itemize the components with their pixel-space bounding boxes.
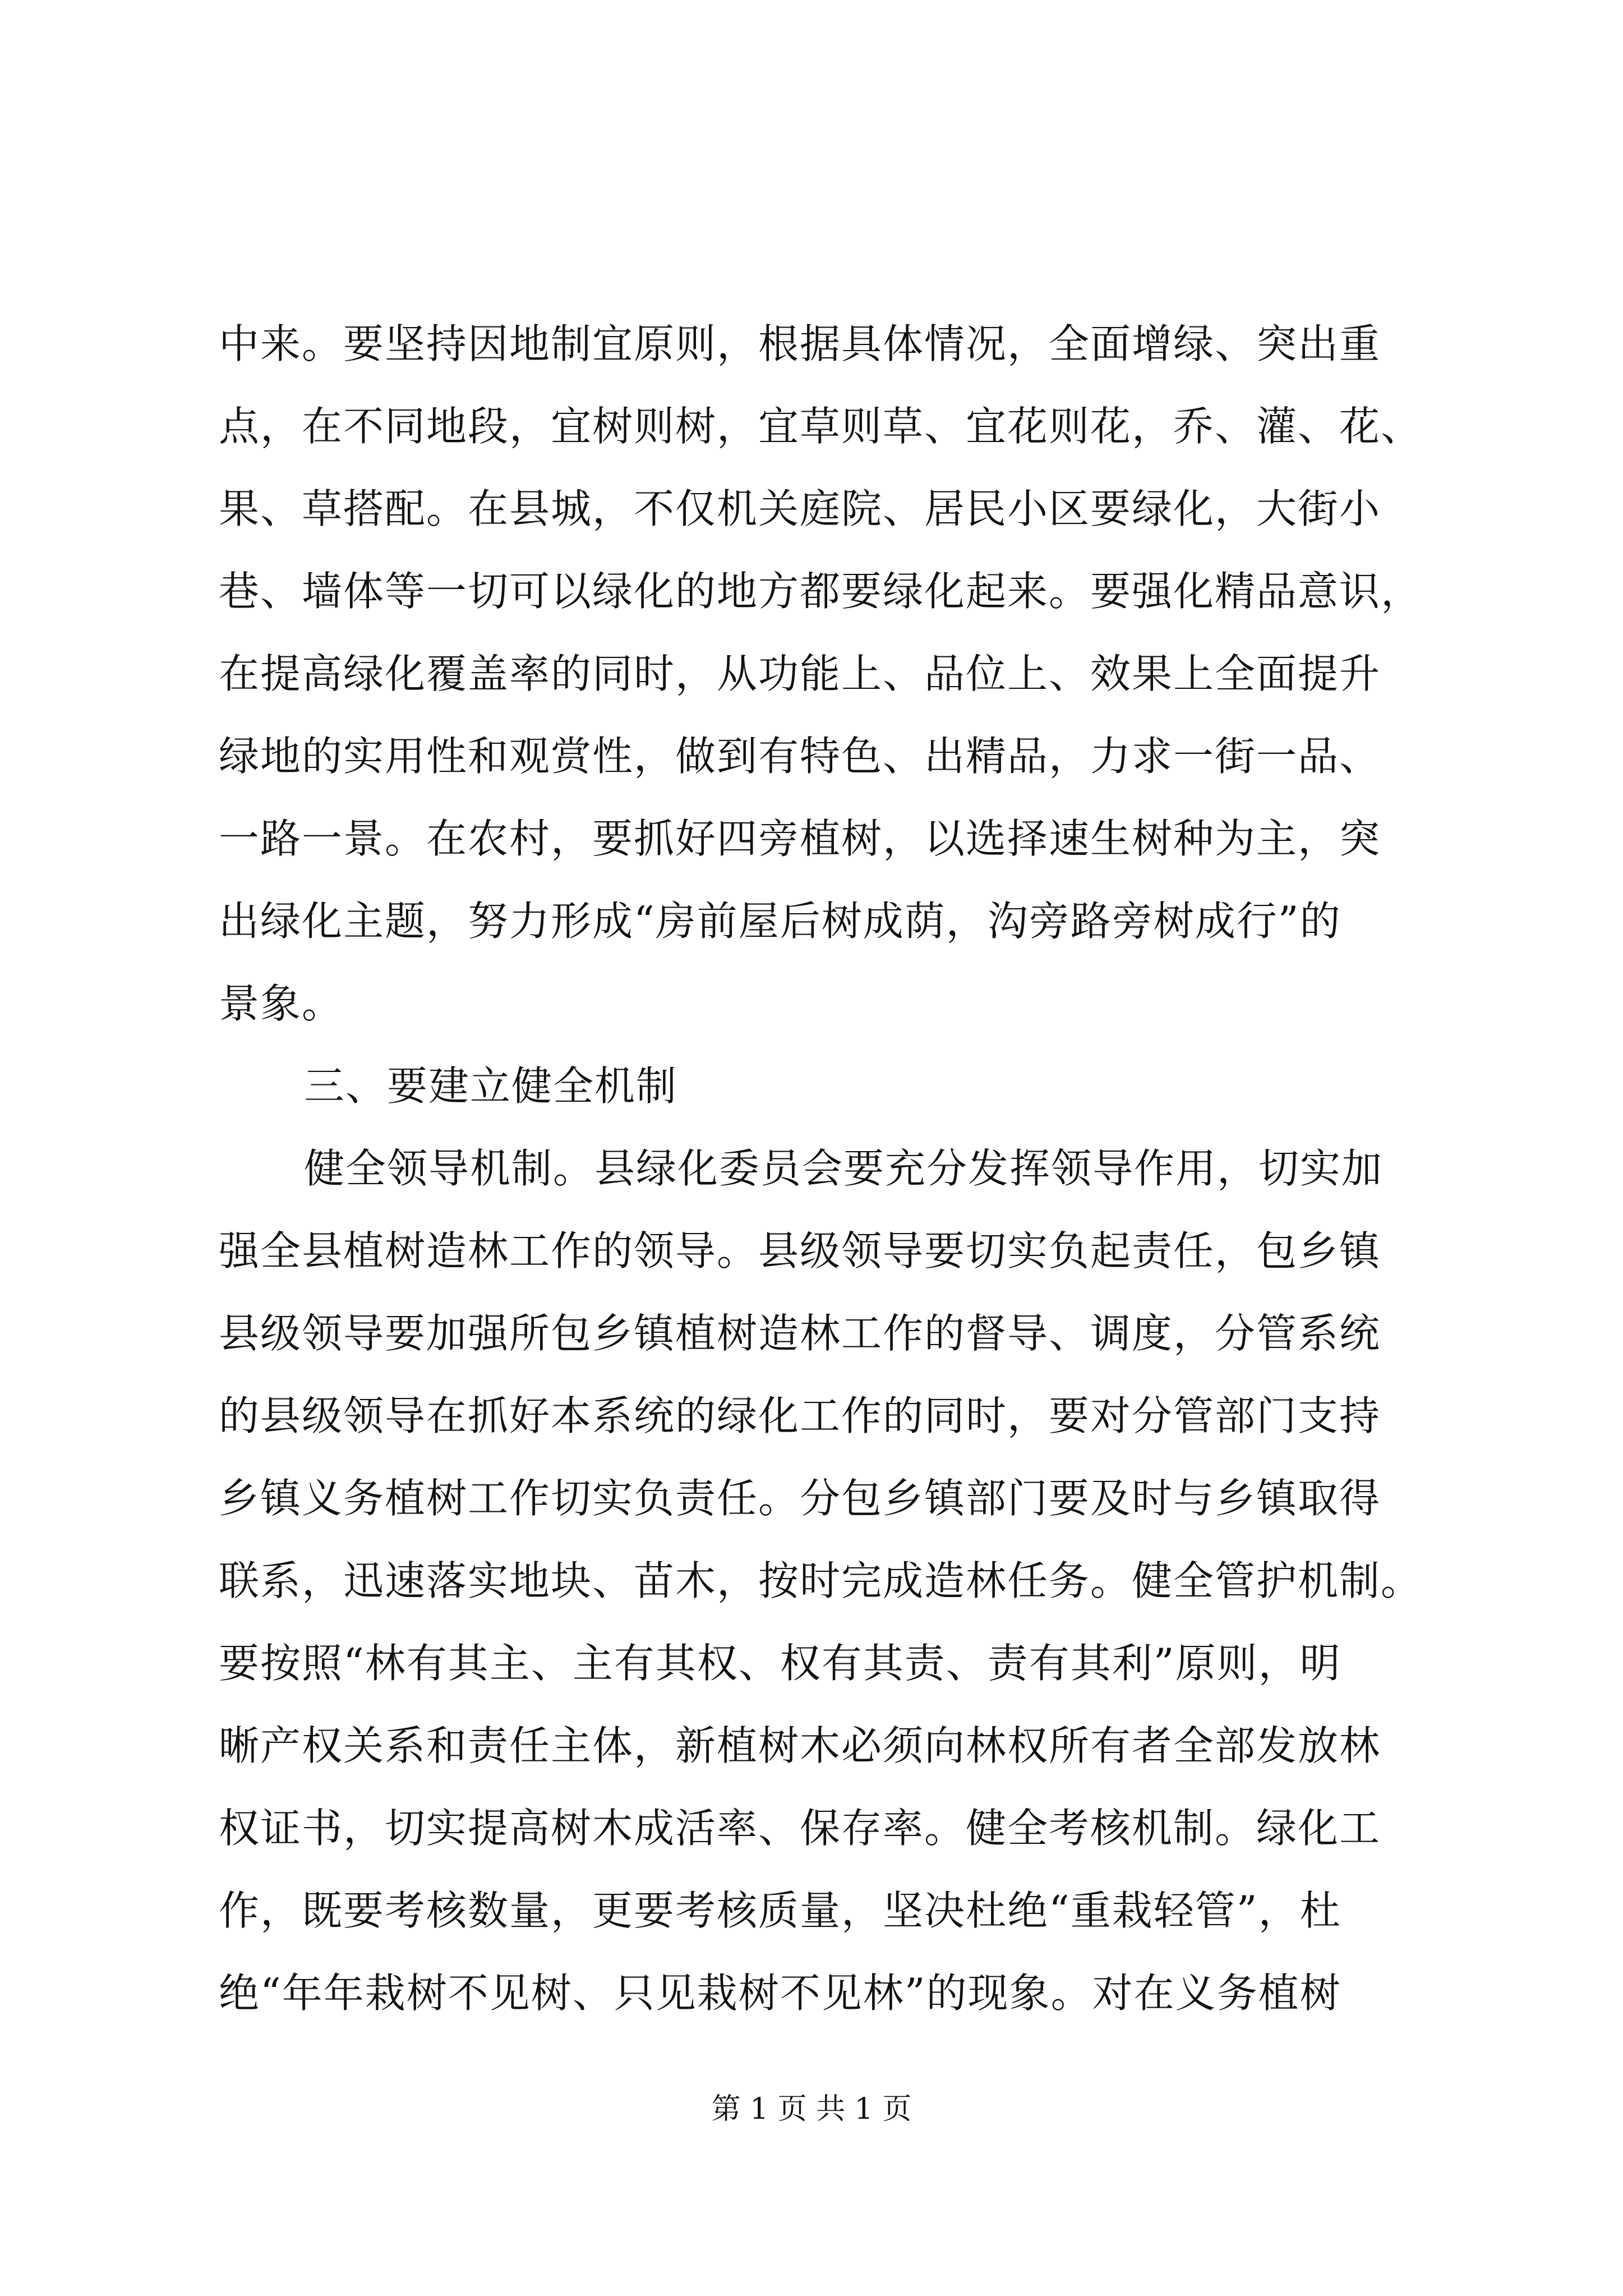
text-line: 点，在不同地段，宜树则树，宜草则草、宜花则花，乔、灌、花、 [219, 403, 1423, 450]
text-line: 联系，迅速落实地块、苗木，按时完成造林任务。健全管护机制。 [219, 1557, 1423, 1604]
text-line: 乡镇义务植树工作切实负责任。分包乡镇部门要及时与乡镇取得 [219, 1475, 1381, 1522]
text-line: 的县级领导在抓好本系统的绿化工作的同时，要对分管部门支持 [219, 1392, 1381, 1439]
text-line: 景象。 [219, 980, 344, 1027]
text-line: 一路一景。在农村，要抓好四旁植树，以选择速生树种为主，突 [219, 815, 1381, 862]
text-line: 权证书，切实提高树木成活率、保存率。健全考核机制。绿化工 [219, 1805, 1381, 1852]
page-number-footer: 第 1 页 共 1 页 [711, 2092, 912, 2126]
text-line: 强全县植树造林工作的领导。县级领导要切实负起责任，包乡镇 [219, 1227, 1381, 1274]
text-line: 中来。要坚持因地制宜原则，根据具体情况，全面增绿、突出重 [219, 320, 1381, 367]
text-line: 果、草搭配。在县城，不仅机关庭院、居民小区要绿化，大街小 [219, 485, 1381, 532]
text-line: 出绿化主题，努力形成“房前屋后树成荫，沟旁路旁树成行”的 [219, 898, 1341, 945]
text-line: 晰产权关系和责任主体，新植树木必须向林权所有者全部发放林 [219, 1722, 1381, 1769]
text-line: 作，既要考核数量，更要考核质量，坚决杜绝“重栽轻管”，杜 [219, 1887, 1341, 1934]
paragraph-start-line: 健全领导机制。县绿化委员会要充分发挥领导作用，切实加 [304, 1145, 1384, 1192]
text-line: 绝“年年栽树不见树、只见栽树不见林”的现象。对在义务植树 [219, 1970, 1341, 2017]
section-heading: 三、要建立健全机制 [304, 1062, 678, 1110]
text-line: 在提高绿化覆盖率的同时，从功能上、品位上、效果上全面提升 [219, 650, 1381, 697]
text-line: 县级领导要加强所包乡镇植树造林工作的督导、调度，分管系统 [219, 1310, 1381, 1357]
text-line: 要按照“林有其主、主有其权、权有其责、责有其利”原则，明 [219, 1640, 1341, 1687]
text-line: 巷、墙体等一切可以绿化的地方都要绿化起来。要强化精品意识， [219, 568, 1423, 615]
body-text [219, 303, 1486, 2035]
text-line: 绿地的实用性和观赏性，做到有特色、出精品，力求一街一品、 [219, 733, 1381, 780]
